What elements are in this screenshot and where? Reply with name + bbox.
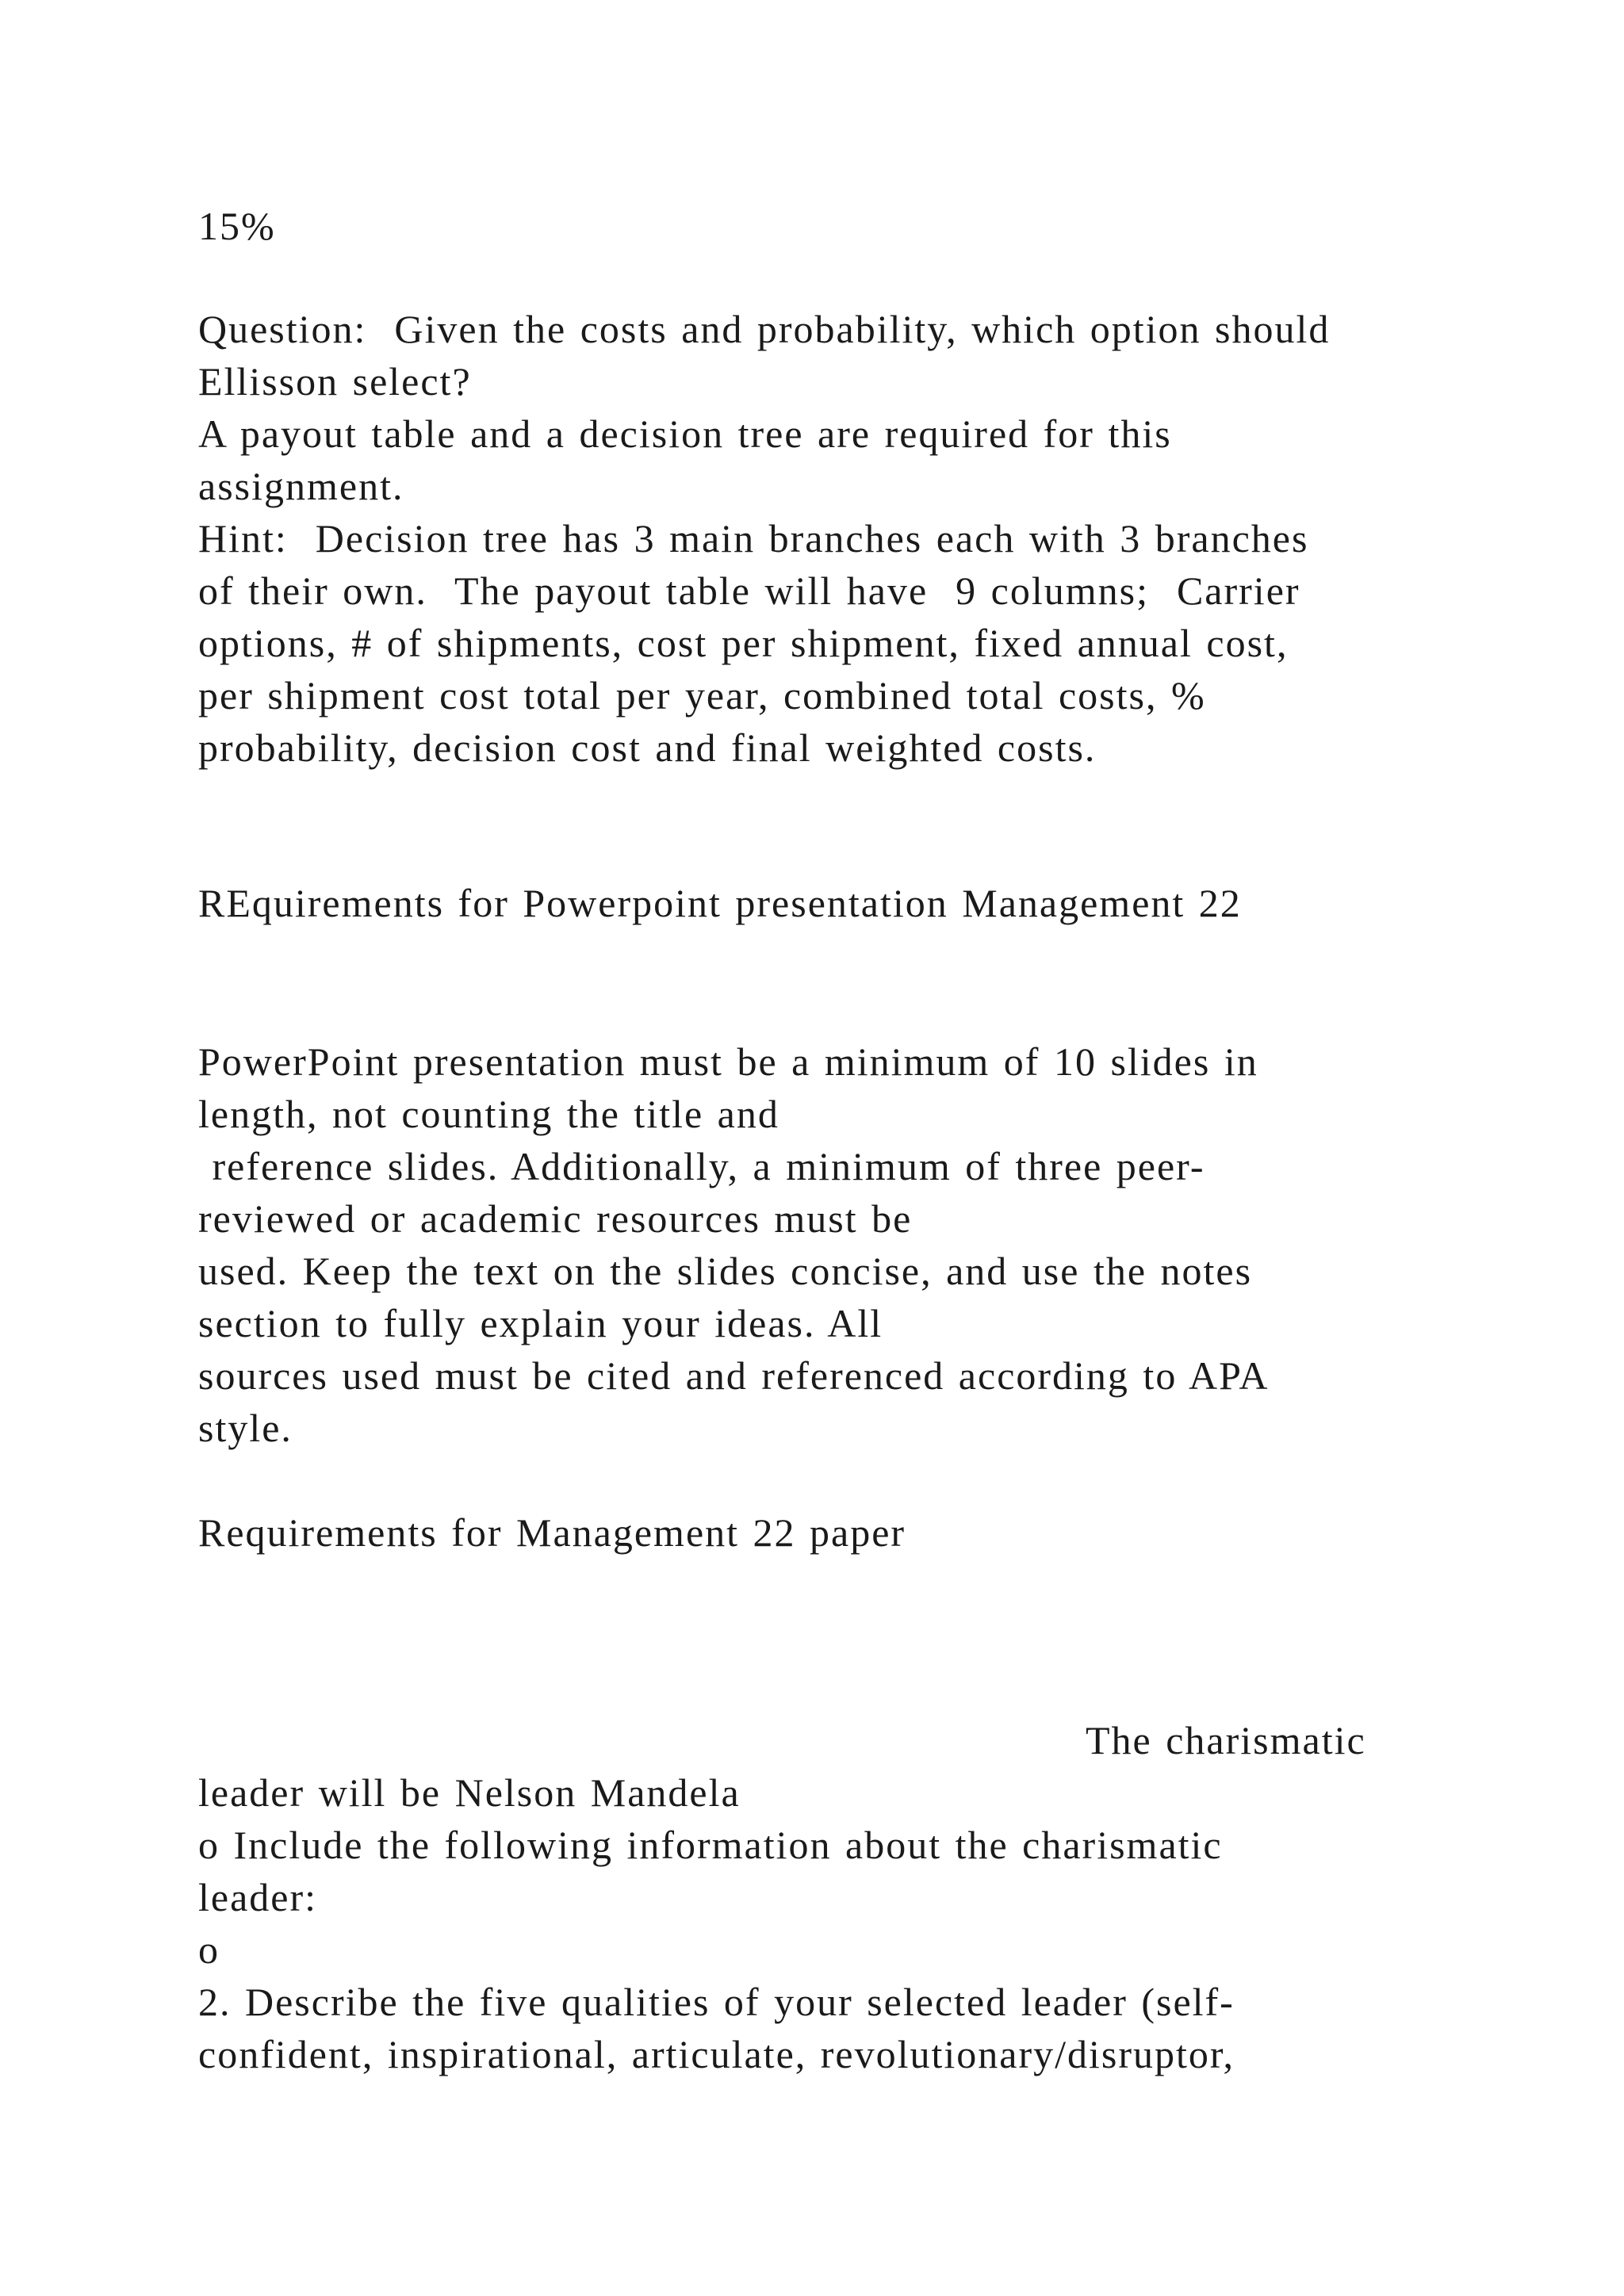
text-line: o: [198, 1927, 220, 1972]
text-line: style.: [198, 1406, 293, 1450]
text-line: length, not counting the title and: [198, 1092, 779, 1136]
text-line: of their own. The payout table will have 9 columns; Carrier: [198, 568, 1300, 613]
text-line: 2. Describe the five qualities of your selected leader (self-: [198, 1980, 1235, 2024]
text-line: probability, decision cost and final weighted costs.: [198, 725, 1097, 770]
text-line-indented: The charismatic: [1086, 1718, 1366, 1762]
section-heading-powerpoint: REquirements for Powerpoint presentation Management 22: [198, 881, 1242, 925]
text-line-percentage: 15%: [198, 204, 276, 248]
text-line: leader will be Nelson Mandela: [198, 1770, 741, 1815]
text-line: used. Keep the text on the slides concise, and use the notes: [198, 1249, 1253, 1293]
section-heading-paper: Requirements for Management 22 paper: [198, 1510, 906, 1555]
text-line: o Include the following information about the charismatic: [198, 1823, 1223, 1867]
text-line: options, # of shipments, cost per shipment, fixed annual cost,: [198, 621, 1289, 665]
text-line: sources used must be cited and referenced according to APA: [198, 1353, 1270, 1398]
text-line: reference slides. Additionally, a minimum of three peer-: [198, 1144, 1205, 1188]
text-line: reviewed or academic resources must be: [198, 1196, 913, 1241]
text-line-question: Question: Given the costs and probability, which option should: [198, 307, 1331, 351]
text-line: PowerPoint presentation must be a minimum of 10 slides in: [198, 1039, 1258, 1084]
text-line: A payout table and a decision tree are required for this: [198, 411, 1172, 456]
text-line: Ellisson select?: [198, 359, 472, 404]
text-line: confident, inspirational, articulate, revolutionary/disruptor,: [198, 2032, 1235, 2076]
text-line: leader:: [198, 1875, 318, 1919]
text-line: section to fully explain your ideas. All: [198, 1301, 883, 1345]
text-line: assignment.: [198, 464, 404, 508]
text-line: per shipment cost total per year, combined total costs, %: [198, 673, 1206, 718]
text-line-hint: Hint: Decision tree has 3 main branches each with 3 branches: [198, 516, 1309, 561]
